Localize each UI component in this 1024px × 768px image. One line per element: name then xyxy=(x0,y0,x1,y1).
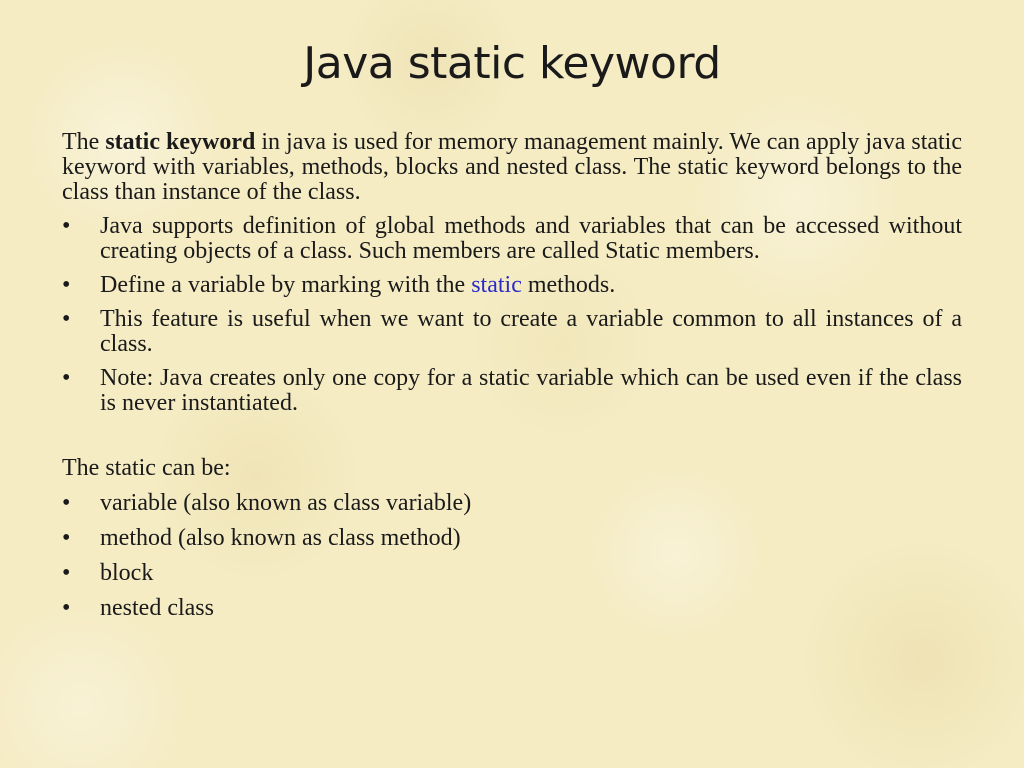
bullet-dot-icon: • xyxy=(62,213,71,239)
bullet-dot-icon: • xyxy=(62,306,71,332)
feature-bullet-list xyxy=(62,214,962,416)
bullet-highlight-word: static xyxy=(471,272,522,298)
bullet-item xyxy=(62,307,962,357)
bullet-item xyxy=(62,366,962,416)
bullet-dot-icon: • xyxy=(62,490,71,516)
list-item xyxy=(62,491,962,516)
bullet-dot-icon: • xyxy=(62,595,71,621)
bullet-text: Java supports definition of global methods and variables that can be accessed without creating objects of a class. Such members are called Static members. xyxy=(100,213,962,264)
bullet-text: Note: Java creates only one copy for a static variable which can be used even if the class is never instantiated. xyxy=(100,365,962,416)
slide-content xyxy=(62,130,962,621)
intro-suffix: in java is used for memory management mainly. We can apply java static keyword with variables, methods, blocks and nested class. The static keyword belongs to the class than instance of the class. xyxy=(62,129,963,205)
list-item xyxy=(62,561,962,586)
list-item-text: method (also known as class method) xyxy=(100,525,461,551)
bullet-dot-icon: • xyxy=(62,525,71,551)
bullet-text: This feature is useful when we want to create a variable common to all instances of a class. xyxy=(100,306,962,357)
bullet-item xyxy=(62,214,962,264)
list-intro: The static can be: xyxy=(62,455,231,481)
list-item-text: variable (also known as class variable) xyxy=(100,490,472,516)
static-kinds-list xyxy=(62,491,962,621)
intro-paragraph xyxy=(62,130,962,205)
list-item-text: block xyxy=(100,560,154,586)
list-item xyxy=(62,526,962,551)
bullet-text-after: methods. xyxy=(521,272,616,298)
list-item xyxy=(62,596,962,621)
list-item-text: nested class xyxy=(100,595,214,621)
intro-bold-term: static keyword xyxy=(105,129,256,155)
bullet-dot-icon: • xyxy=(62,560,71,586)
bullet-text-before: Define a variable by marking with the xyxy=(100,272,472,298)
intro-prefix: The xyxy=(62,129,106,155)
bullet-item xyxy=(62,273,962,298)
slide-title: Java static keyword xyxy=(303,38,721,89)
bullet-dot-icon: • xyxy=(62,365,71,391)
bullet-dot-icon: • xyxy=(62,272,71,298)
